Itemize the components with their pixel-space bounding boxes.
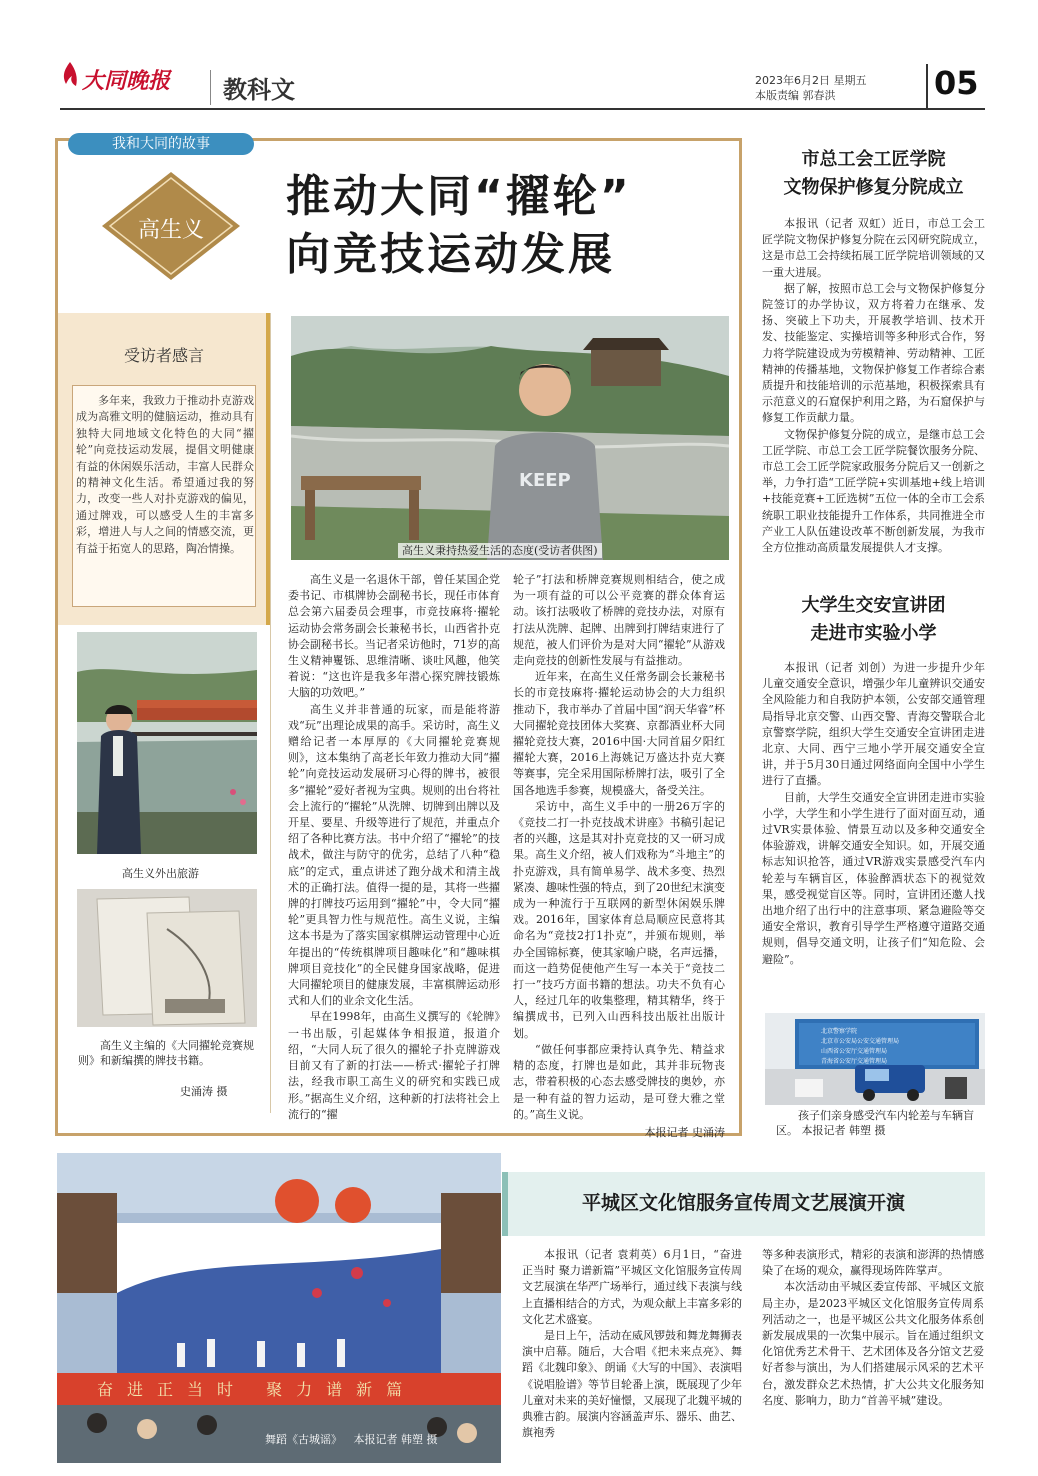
main-story-column-1 xyxy=(288,572,500,1123)
headline-line: 向竞技运动发展 xyxy=(286,229,615,280)
paragraph: 轮子”打法和桥牌竞赛规则相结合，使之成为一项有益的可以公平竞赛的群众体育运动。该打法吸收了桥牌的竞技办法，对原有打法从洗牌、起牌、出牌到打牌结束进行了规范，被人们评价为是对大同“擢轮”从游戏走向竞技的创新性发展与有益推动。 xyxy=(513,573,725,668)
photo-portrait-riverside xyxy=(291,316,729,560)
paragraph: 是日上午，活动在威风锣鼓和舞龙舞狮表演中启幕。随后，大合唱《把未来点亮》、舞蹈《北魏印象》、朗诵《大写的中国》、表演唱《说唱脸谱》等节目轮番上演，既展现了少年儿童对未来的美好憧憬，又展现了北魏平城的典雅古韵。展演内容涵盖声乐、器乐、曲艺、旗袍秀 xyxy=(522,1329,742,1440)
interviewee-quote-box xyxy=(58,313,270,625)
photo-credit: 本报记者 韩塑 摄 xyxy=(353,1433,438,1446)
main-headline xyxy=(286,168,726,284)
main-story-column-2 xyxy=(513,572,725,1141)
paragraph: 早在1998年，由高生义撰写的《轮牌》一书出版，引起媒体争相报道，报道介绍，“大同人玩了很久的擢轮子扑克牌游戏目前又有了新的打法——桥式·擢轮子打牌法，经我市职工高生义的研究和实践已成形。”据高生义介绍，这种新的打法将社会上流行的“擢 xyxy=(288,1010,500,1121)
sign-text: 青海省公安厅交通管理局 xyxy=(821,1058,888,1065)
sign-text: 北京警察学院 xyxy=(821,1028,858,1035)
sidebar-quote: 多年来，我致力于推动扑克游戏成为高雅文明的健脑运动，推动具有独特大同地域文化特色的大同“擢轮”向竞技运动发展，提倡文明健康有益的休闲娱乐活动，丰富人民群众的精神文化生活。希望通过我的努力，改变一些人对扑克游戏的偏见，通过牌戏，可以感受人生的丰富多彩，增进人与人之间的情感交流，更有益于拓宽人的思路，陶冶情操。 xyxy=(76,394,254,555)
sign-text: 山西省公安厅交通管理局 xyxy=(821,1048,888,1055)
masthead xyxy=(60,60,985,110)
photo-credit: 本报记者 韩塑 摄 xyxy=(801,1124,886,1137)
photo-caption: 高生义外出旅游 xyxy=(122,867,199,880)
photo-credit: 史涌涛 摄 xyxy=(180,1085,228,1098)
paragraph: 高生义是一名退休干部，曾任某国企党委书记、市棋牌协会副秘书长，现任市体育总会第六届委员会理事，市竞技麻将·擢轮运动协会常务副会长兼秘书长，山西省扑克协会副秘书长。当记者采访他时，71岁的高生义精神矍铄、思维清晰、谈吐风趣，他笑着说：“这也许是我多年潜心探究牌技锻炼大脑的功效吧。” xyxy=(288,573,500,700)
logo-flame-icon xyxy=(60,60,80,88)
caption-text: 舞蹈《古城谣》 xyxy=(265,1433,342,1446)
interviewee-name: 高生义 xyxy=(137,218,204,243)
sign-text: 北京市公安局公安交通管理局 xyxy=(821,1038,900,1045)
paragraph: 本报讯（记者 双虹）近日，市总工会工匠学院文物保护修复分院在云冈研究院成立，这是市总工会持续拓展工匠学院培训领域的又一重大进展。 xyxy=(762,217,985,279)
paragraph: 本报讯（记者 袁莉英）6月1日，“奋进正当时 聚力谱新篇”平城区文化馆服务宣传周文艺展演在华严广场举行，通过线下表演与线上直播相结合的方式，为观众献上丰富多彩的文化艺术盛宴。 xyxy=(522,1248,742,1326)
photo-caption: 高生义主编的《大同擢轮竞赛规则》和新编撰的牌技书籍。 xyxy=(78,1039,254,1067)
photo-travel-bridge xyxy=(77,632,257,854)
photo-books xyxy=(77,889,257,1027)
paragraph: 目前，大学生交通安全宣讲团走进市实验小学，大学生和小学生进行了面对面互动，通过VR实景体验、情景互动以及多种交通安全体验游戏，讲解交通安全知识。如，开展交通标志知识抢答，通过VR游戏实景感受汽车内轮差与车辆盲区，体验醉酒状态下的视觉效果，感受视觉盲区等。同时，宣讲团还邀人找出地介绍了出行中的注意事项、紧急避险等交通安全常识，教育引导学生严格遵守道路交通规则，倡导交通文明，让孩子们“知危险、会避险”。 xyxy=(762,790,985,966)
sidebar-title: 受访者感言 xyxy=(123,346,204,365)
paragraph: “做任何事都应秉持认真争先、精益求精的态度，打牌也是如此，其并非玩物丧志，带着积极的心态去感受牌技的奥妙，亦是一种有益的智力运动，是可登大雅之堂的。”高生义说。 xyxy=(513,1042,725,1121)
page-editor: 本版责编 郭春洪 xyxy=(755,89,836,102)
series-tag: 我和大同的故事 xyxy=(68,133,254,155)
paragraph: 本报讯（记者 刘创）为进一步提升少年儿童交通安全意识，增强少年儿童辨识交通安全风险能力和自我防护本领，公安部交通管理局指导北京交警、山西交警、青海交警联合北京警察学院，组织大学生交通安全宣讲团走进北京、大同、西宁三地小学开展交通安全宣讲，并于5月30日通过网络面向全国中小学生进行了直播。 xyxy=(762,661,985,788)
section-title: 教科文 xyxy=(210,70,295,105)
caption-text: 孩子们亲身感受汽车内轮差与车辆盲区。 xyxy=(776,1109,974,1137)
svg-text:KEEP: KEEP xyxy=(519,470,571,491)
headline-line: 市总工会工匠学院 xyxy=(801,149,946,170)
bottom-story-column-2 xyxy=(762,1247,984,1409)
photo-performance xyxy=(57,1153,501,1463)
photo-caption xyxy=(776,1108,982,1138)
issue-date: 2023年6月2日 星期五 xyxy=(755,74,867,87)
paragraph: 高生义并非普通的玩家，而是能将游戏“玩”出理论成果的高手。采访时，高生义赠给记者一本厚厚的《大同擢轮竞赛规则》，这本集纳了高老长年致力推动大同“擢轮”向竞技运动发展研习心得的牌书，被很多“擢轮”爱好者视为宝典。规则的出台将社会上流行的“擢轮”从洗牌、切牌到出牌以及开星、要星、升级等进行了规范，并重点介绍了各种比赛方法。书中介绍了“擢轮”的技战术，做注与防守的优劣，总结了八种“稳底”的定式，重点讲述了跑分战术和清主战术的正确打法。值得一提的是，其将一些擢牌的打牌技巧运用到“擢轮”中，令大同“擢轮”更具智力性与规范性。高生义说，主编这本书是为了落实国家棋牌运动管理中心近年提出的“传统棋牌项目趣味化”和“趣味棋牌项目竞技化”的全民健身国家战略，促进大同擢轮项目的健康发展，丰富棋牌运动形式和人们的业余文化生活。 xyxy=(288,702,500,1008)
headline-line: 大学生交安宣讲团 xyxy=(801,595,946,616)
paragraph: 近年来，在高生义任常务副会长兼秘书长的市竞技麻将·擢轮运动协会的大力组织推动下，我市举办了首届中国“润天华睿”杯大同擢轮竞技团体大奖赛、京都酒业杯大同擢轮竞技大赛，2016中国·大同首届夕阳红擢轮大赛，2016上海姚记万盛达扑克大赛等赛事，完全采用国际桥牌打法，吸引了全国各地选手参赛，规模盛大，备受关注。 xyxy=(513,670,725,797)
headline-line: 推动大同“擢轮” xyxy=(286,171,632,222)
paragraph: 采访中，高生义手中的一册26万字的《竞技二打一扑克技战术讲座》书稿引起记者的兴趣，这是其对扑克竞技的又一研习成果。高生义介绍，被人们戏称为“斗地主”的扑克游戏，具有简单易学、战术多变、热烈紧凑、趣味性强的特点，到了20世纪末演变成为一种流行于互联网的新型休闲娱乐牌戏。2016年，国家体育总局顺应民意将其命名为“竞技2打1扑克”，并颁布规则，举办全国锦标赛，使其家喻户晓，名声远播，而这一趋势促使他产生写一本关于“竞技二打一”技巧方面书籍的想法。功夫不负有心人，经过几年的收集整理，精其精华，终于编撰成书，已列入山西科技出版社出版计划。 xyxy=(513,799,725,1040)
right-story-1 xyxy=(762,146,985,556)
byline: 本报记者 史涌涛 xyxy=(644,1125,725,1139)
paragraph: 文物保护修复分院的成立，是继市总工会工匠学院、市总工会工匠学院餐饮服务分院、市总工会工匠学院家政服务分院后又一创新之举，力争打造“工匠学院+实训基地+线上培训+技能竞赛+工匠选树”五位一体的全市工会系统职工职业技能提升工作体系，共同推进全市产业工人队伍建设改革不断创新发展，为我市全方位推动高质量发展提供人才支撑。 xyxy=(762,427,985,555)
right-story-body xyxy=(762,216,985,556)
column-divider xyxy=(270,313,271,1113)
paragraph: 本次活动由平城区委宣传部、平城区文旅局主办，是2023平城区文化馆服务宣传周系列活动之一，也是平城区公共文化服务体系创新发展成果的一次集中展示。旨在通过组织文化馆优秀艺术骨干、艺术团体及各分馆文艺爱好者参与演出，为人们搭建展示风采的艺术平台，激发群众艺术热情，扩大公共文化服务知名度、影响力，助力“首善平城”建设。 xyxy=(762,1280,984,1407)
paragraph: 等多种表演形式，精彩的表演和澎湃的热情感染了在场的观众，赢得现场阵阵掌声。 xyxy=(762,1248,984,1278)
paragraph: 据了解，按照市总工会与文物保护修复分院签订的办学协议，双方将着力在继承、发扬、突破上下功夫，开展教学培训、技术开发、技能鉴定、实操培训等多种形式合作，努力将学院建设成为劳模精神、劳动精神、工匠精神的传播基地，文物保护修复工作者综合素质提升和技能培训的示范基地，积极探索具有示范意义的石窟保护利用之路，为石窟保护与修复工作贡献力量。 xyxy=(762,281,985,425)
right-story-headline xyxy=(762,592,985,648)
newspaper-logo: 大同晚报 xyxy=(82,69,171,94)
page-number: 05 xyxy=(926,64,979,108)
stage-banner-text: 奋进正当时 聚力谱新篇 xyxy=(97,1380,417,1399)
dateline xyxy=(755,73,867,103)
right-story-body xyxy=(762,660,985,968)
photo-caption: 高生义秉持热爱生活的态度(受访者供图) xyxy=(398,543,602,558)
bottom-headline: 平城区文化馆服务宣传周文艺展演开演 xyxy=(581,1192,905,1214)
headline-line: 走进市实验小学 xyxy=(810,623,937,644)
right-story-2 xyxy=(762,592,985,968)
photo-caption xyxy=(265,1432,438,1447)
right-story-headline xyxy=(762,146,985,202)
headline-line: 文物保护修复分院成立 xyxy=(783,177,964,198)
bottom-story-column-1 xyxy=(522,1247,742,1441)
photo-traffic-safety xyxy=(765,1013,985,1105)
